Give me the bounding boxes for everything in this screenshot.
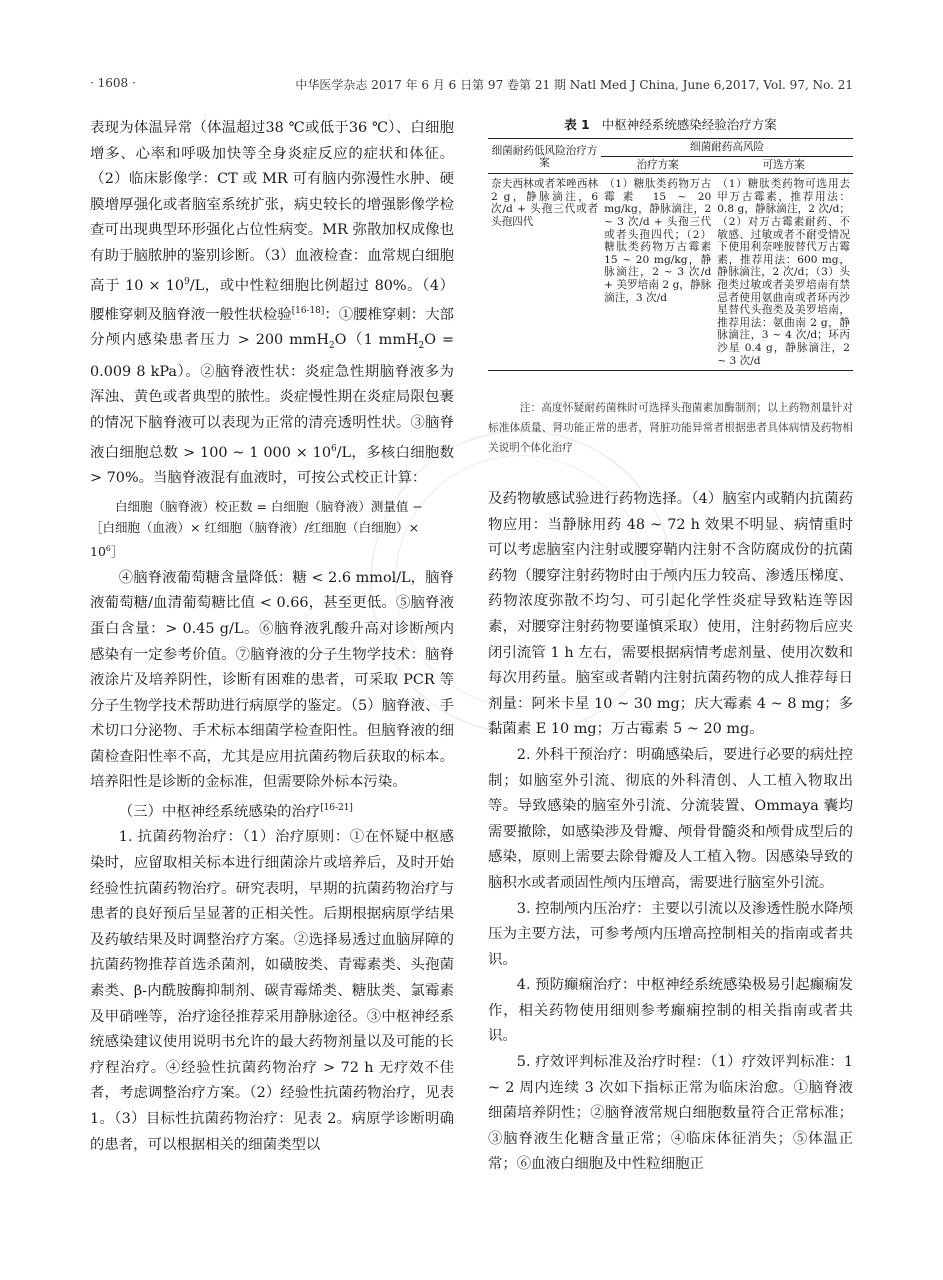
paragraph-antibiotics: 1. 抗菌药物治疗：（1）治疗原则：①在怀疑中枢感染时，应留取相关标本进行细菌涂片或培养后，及时开始经验性抗菌药物治疗。研究表明，早期的抗菌药物治疗与患者的良好预后呈显著的正相关性。后期根据病原学结果及药敏结果及时调整治疗方案。②选择易透过血脑屏障的抗菌药物推荐首选杀菌剂，如磺胺类、青霉素类、头孢菌素类、β-内酰胺酶抑制剂、碳青霉烯类、糖肽类、氯霉素及甲硝唑等，治疗途径推荐采用静脉途径。③中枢神经系统感染建议使用说明书允许的最大药物剂量以及可能的长疗程治疗。④经验性抗菌药物治疗 > 72 h 无疗效不佳者，考虑调整治疗方案。（2）经验性抗菌药物治疗，见表 1。（3）目标性抗菌药物治疗：见表 2。病原学诊断明确的患者，可以根据相关的细菌类型以 [90,829,454,1153]
running-header [90,76,853,96]
header-treatment: 治疗方案 [601,156,714,174]
correction-formula: 白细胞（脑脊液）校正数 = 白细胞（脑脊液）测量值 − ［白细胞（血液）× 红细胞（脑脊液）/红细胞（白细胞）× $10^6]$ [90,498,423,559]
table-note: 注：高度怀疑耐药菌株时可选择头孢菌素加酶制剂；以上药物剂量针对标准体质量、肾功能正常的患者，肾脏功能异常者根据患者具体病情及药物相关说明个体化治疗 [488,402,853,454]
paragraph-epilepsy: 4. 预防癫痫治疗：中枢神经系统感染极易引起癫痫发作，相关药物使用细则参考癫痫控制的相关指南或者共识。 [488,977,853,1045]
right-column [488,487,853,1178]
section-heading-treatment: （三）中枢神经系统感染的治疗[16-21] [118,803,353,820]
header-high-risk: 细菌耐药高风险 [601,139,853,157]
paragraph-surgery: 2. 外科干预治疗：明确感染后，要进行必要的病灶控制；如脑室外引流、彻底的外科清创、人工植入物取出等。导致感染的脑室外引流、分流装置、Ommaya 囊均需要撤除，如感染涉及骨瓣、颅骨骨髓炎和颅骨成型后的感染，原则上需要去除骨瓣及人工植入物。因感染导致的脑积水或者顽固性颅内压增高，需要进行脑室外引流。 [488,746,853,891]
header-low-risk: 细菌耐药低风险治疗方案 [488,139,601,174]
paragraph-efficacy: 5. 疗效评判标准及治疗时程：（1）疗效评判标准：1 ~ 2 周内连续 3 次如下指标正常为临床治愈。①脑脊液细菌培养阴性；②脑脊液常规白细胞数量符合正常标准；③脑脊液生化糖含量正常；④临床体征消失；⑤体温正常；⑥血液白细胞及中性粒细胞正 [488,1054,853,1173]
treatment-table [488,138,853,371]
header-alternative: 可选方案 [714,156,853,174]
table-caption: 表 1 中枢神经系统感染经验治疗方案 [564,117,777,132]
cell-low-risk: 奈夫西林或者苯唑西林 2 g，静脉滴注，6 次/d + 头孢三代或者头孢四代 [491,178,599,228]
paragraph-intrathecal: 及药物敏感试验进行药物选择。（4）脑室内或鞘内抗菌药物应用：当静脉用药 48 ~ 72 h 效果不明显、病情重时可以考虑脑室内注射或腰穿鞘内注射不含防腐成份的抗菌药物（腰穿注射药物时由于颅内压力较高、渗透压梯度、药物浓度弥散不均匀、可引起化学性炎症导致粘连等因素，对腰穿注射药物要谨慎采取）使用，注射药物后应夹闭引流管 1 h 左右，需要根据病情考虑剂量、使用次数和每次用药量。脑室或者鞘内注射抗菌药物的成人推荐每日剂量：阿米卡星 10 ~ 30 mg；庆大霉素 4 ~ 8 mg；多黏菌素 E 10 mg；万古霉素 5 ~ 20 mg。 [488,491,853,738]
page-number: · 1608 · [90,76,136,90]
cell-treatment: （1）糖肽类药物万古霉素 15 ~ 20 mg/kg，静脉滴注，2 ~ 3 次/d + 头孢三代或者头孢四代；（2）糖肽类药物万古霉素 15 ~ 20 mg/kg，静脉滴注，2 ~ 3 次/d + 美罗培南 2 g，静脉滴注，3 次/d [604,178,712,304]
paragraph-csf-tests: ④脑脊液葡萄糖含量降低：糖 < 2.6 mmol/L，脑脊液葡萄糖/血清葡萄糖比值 < 0.66，甚至更低。⑤脑脊液蛋白含量：> 0.45 g/L。⑥脑脊液乳酸升高对诊断颅内感染有一定参考价值。⑦脑脊液的分子生物学技术：脑脊液涂片及培养阴性，诊断有困难的患者，可采取 PCR 等分子生物学技术帮助进行病原学的鉴定。（5）脑脊液、手术切口分泌物、手术标本细菌学检查阳性。但脑脊液的细菌检查阳性率不高，尤其是应用抗菌药物后获取的标本。培养阳性是诊断的金标准，但需要除外标本污染。 [90,569,454,791]
left-column [90,116,454,1158]
paragraph-diagnosis: 表现为体温异常（体温超过38 ℃或低于36 ℃）、白细胞增多、心率和呼吸加快等全身炎症反应的症状和体征。（2）临床影像学：CT 或 MR 可有脑内弥漫性水肿、硬膜增厚强化或者脑室系统扩张，病史较长的增强影像学检查可出现典型环形强化占位性病变。MR 弥散加权成像也有助于脑脓肿的鉴别诊断。（3）血液检查：血常规白细胞高于 $10 \times 10^9/L$，或中性粒细胞比例超过 80%。（4）腰椎穿刺及脑脊液一般性状检验[16-18]：①腰椎穿刺：大部分颅内感染患者压力 > 200 mmH$_2$O（1 mmH$_2$O = 0.009 8 kPa）。②脑脊液性状：炎症急性期脑脊液多为浑浊、黄色或者典型的脓性。炎症慢性期在炎症局限包裹的情况下脑脊液可以表现为正常的清亮透明性状。③脑脊液白细胞总数 > 100 ~ 1 $000 \times 10^6/L$，多核白细胞数 > 70%。当脑脊液混有血液时，可按公式校正计算： [90,120,455,486]
cell-alternative: （1）糖肽类药物可选用去甲万古霉素，推荐用法：0.8 g，静脉滴注，2 次/d；（2）对万古霉素耐药、不敏感、过敏或者不耐受情况下使用利奈唑胺替代万古霉素，推荐用法：600 mg，静脉滴注，2 次/d；（3）头孢类过敏或者美罗培南有禁忌者使用氨曲南或者环丙沙星替代头孢类及美罗培南，推荐用法：氨曲南 2 g，静脉滴注，3 ~ 4 次/d；环丙沙星 0.4 g，静脉滴注，2 ~ 3 次/d [717,178,850,367]
paragraph-icp: 3. 控制颅内压治疗：主要以引流以及渗透性脱水降颅压为主要方法，可参考颅内压增高控制相关的指南或者共识。 [488,900,853,968]
journal-citation: 中华医学杂志 2017 年 6 月 6 日第 97 卷第 21 期 Natl Med J China, June 6,2017, Vol. 97, No. 21 [295,78,853,92]
